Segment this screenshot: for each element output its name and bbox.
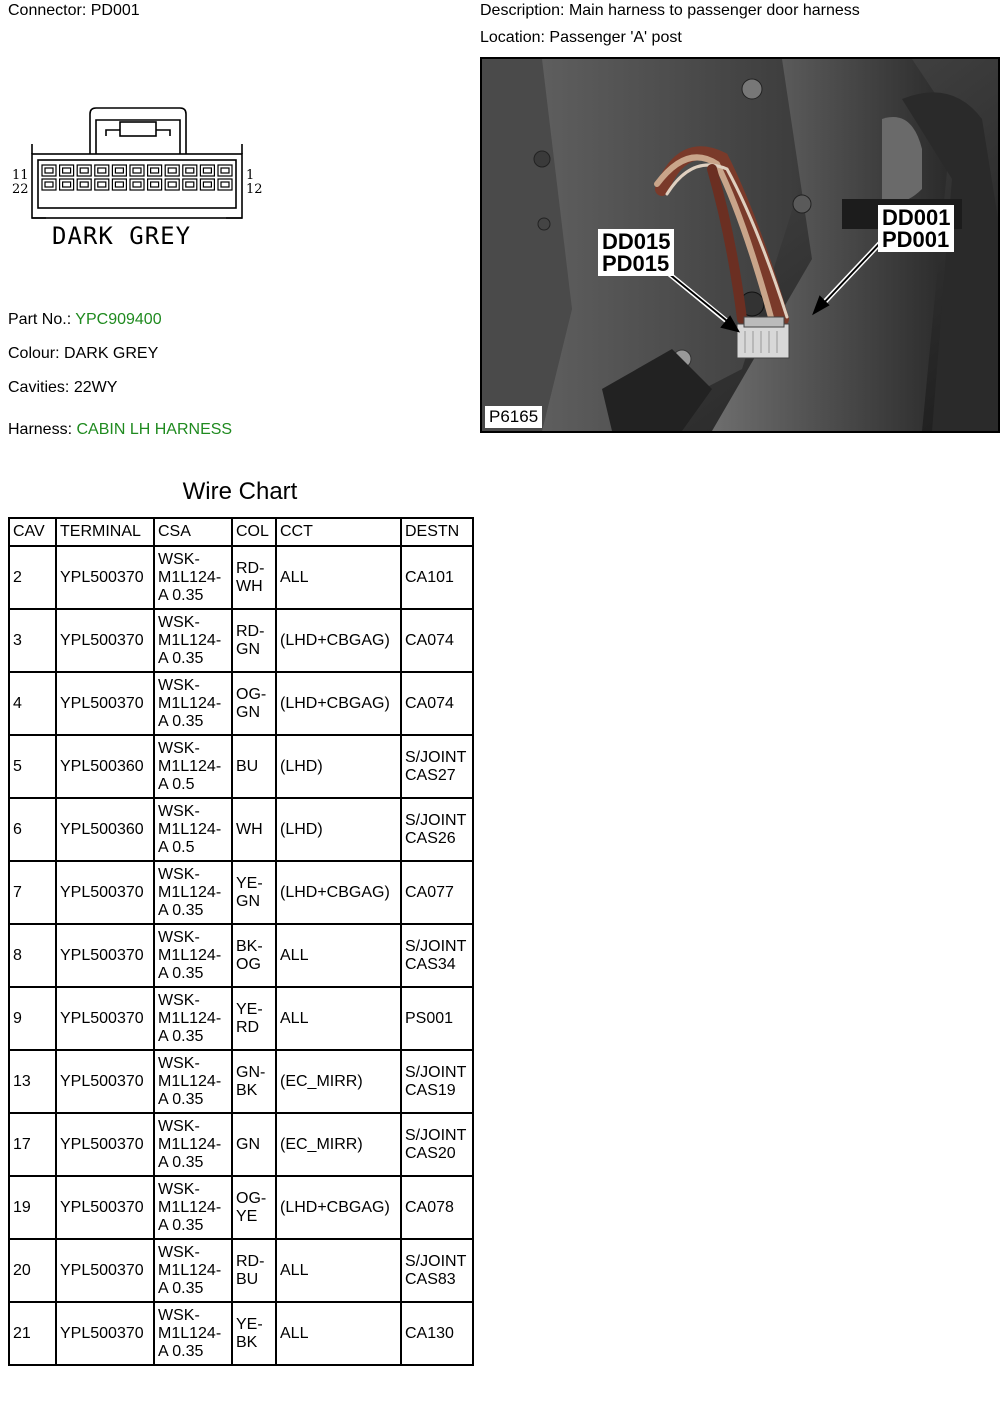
connector-cavity-terminal	[45, 182, 53, 187]
connector-cavity-terminal	[115, 168, 123, 173]
table-row	[9, 987, 473, 1050]
destn-cell-line: S/JOINT	[405, 748, 467, 766]
destn-cell	[401, 1050, 473, 1113]
csa-cell-line: M1L124-	[158, 757, 222, 775]
destn-cell	[401, 861, 473, 924]
description-value: Main harness to passenger door harness	[568, 2, 860, 19]
col-cell-line: BK	[236, 1081, 258, 1099]
cav-cell: 3	[9, 609, 56, 672]
callout-left-line1: DD015	[602, 229, 671, 254]
part-number-key: Part No.:	[8, 311, 72, 328]
connector-cavity	[165, 165, 179, 176]
destn-cell-line: S/JOINT	[405, 1063, 467, 1081]
csa-cell-line: A 0.35	[158, 1027, 204, 1045]
location-photo	[480, 57, 1000, 433]
col-header-cav: CAV	[9, 518, 56, 546]
csa-cell	[154, 924, 232, 987]
callout-right-line1: DD001	[882, 205, 951, 230]
destn-cell-line: CAS26	[405, 829, 456, 847]
col-cell	[232, 987, 276, 1050]
terminal-cell: YPL500370	[56, 1302, 154, 1365]
col-cell-line: WH	[236, 577, 263, 595]
csa-cell-line: WSK-	[158, 550, 200, 568]
harness-line	[8, 421, 232, 439]
csa-cell-line: A 0.35	[158, 649, 204, 667]
cct-cell: (LHD+CBGAG)	[276, 861, 401, 924]
col-cell	[232, 1050, 276, 1113]
connector-cavity-terminal	[151, 182, 159, 187]
connector-cavity	[183, 179, 197, 190]
cct-cell: ALL	[276, 987, 401, 1050]
connector-cavity-terminal	[115, 182, 123, 187]
col-header-destn: DESTN	[401, 518, 473, 546]
cav-cell: 6	[9, 798, 56, 861]
table-row	[9, 1239, 473, 1302]
destn-cell	[401, 546, 473, 609]
connector-cavity-terminal	[186, 182, 194, 187]
csa-cell-line: A 0.5	[158, 775, 195, 793]
csa-cell-line: A 0.35	[158, 964, 204, 982]
cct-cell: (LHD+CBGAG)	[276, 1176, 401, 1239]
col-cell-line: GN	[236, 892, 260, 910]
cct-cell: ALL	[276, 1302, 401, 1365]
pin-label-22: 22	[12, 182, 29, 197]
terminal-cell: YPL500370	[56, 861, 154, 924]
table-row	[9, 1050, 473, 1113]
pin-label-1: 1	[246, 168, 255, 183]
destn-cell	[401, 1239, 473, 1302]
destn-cell-line: CAS83	[405, 1270, 456, 1288]
table-row	[9, 924, 473, 987]
description-key: Description:	[480, 2, 565, 19]
csa-cell	[154, 609, 232, 672]
col-cell-line: GN	[236, 1135, 260, 1153]
col-cell-line: RD-	[236, 622, 265, 640]
connector-cavity	[95, 179, 109, 190]
csa-cell-line: A 0.35	[158, 712, 204, 730]
connector-cavity-terminal	[168, 182, 176, 187]
col-cell	[232, 1302, 276, 1365]
photo-callout-right	[878, 205, 954, 252]
col-cell-line: RD-	[236, 559, 265, 577]
table-row	[9, 861, 473, 924]
col-cell-line: RD-	[236, 1252, 265, 1270]
connector-cavity-terminal	[98, 168, 106, 173]
connector-cavity	[130, 165, 144, 176]
col-cell-line: BK	[236, 1333, 258, 1351]
cct-cell: ALL	[276, 546, 401, 609]
cct-cell: (LHD)	[276, 798, 401, 861]
connector-cavity-terminal	[98, 182, 106, 187]
csa-cell-line: M1L124-	[158, 1198, 222, 1216]
harness-key: Harness:	[8, 421, 73, 438]
connector-cavity-terminal	[63, 168, 71, 173]
destn-cell	[401, 1302, 473, 1365]
wire-chart-title: Wire Chart	[182, 478, 298, 505]
destn-cell-line: S/JOINT	[405, 1252, 467, 1270]
csa-cell	[154, 735, 232, 798]
col-cell-line: BU	[236, 757, 259, 775]
col-cell	[232, 924, 276, 987]
connector-cavity	[95, 165, 109, 176]
destn-cell	[401, 1176, 473, 1239]
col-cell	[232, 609, 276, 672]
col-header-csa: CSA	[154, 518, 232, 546]
cav-cell: 9	[9, 987, 56, 1050]
col-cell-line: YE	[236, 1207, 258, 1225]
terminal-cell: YPL500370	[56, 1050, 154, 1113]
csa-cell-line: M1L124-	[158, 883, 222, 901]
col-cell	[232, 798, 276, 861]
csa-cell-line: M1L124-	[158, 694, 222, 712]
connector-cavity	[60, 179, 74, 190]
csa-cell-line: WSK-	[158, 1180, 200, 1198]
terminal-cell: YPL500370	[56, 672, 154, 735]
csa-cell-line: M1L124-	[158, 1135, 222, 1153]
connector-cavity-terminal	[45, 168, 53, 173]
col-cell-line: GN	[236, 640, 260, 658]
connector-cavity	[42, 179, 56, 190]
cav-cell: 21	[9, 1302, 56, 1365]
wire-chart-body	[9, 546, 473, 1365]
csa-cell-line: WSK-	[158, 1306, 200, 1324]
location-key: Location:	[480, 29, 545, 46]
connector-face-diagram	[8, 100, 268, 260]
terminal-cell: YPL500370	[56, 987, 154, 1050]
col-cell-line: GN	[236, 703, 260, 721]
colour-line	[8, 345, 158, 363]
cav-cell: 19	[9, 1176, 56, 1239]
csa-cell-line: A 0.35	[158, 1279, 204, 1297]
terminal-cell: YPL500370	[56, 924, 154, 987]
cct-cell: (LHD+CBGAG)	[276, 672, 401, 735]
destn-cell-line: CAS19	[405, 1081, 456, 1099]
pin-label-12: 12	[246, 182, 263, 197]
destn-cell-line: CAS27	[405, 766, 456, 784]
csa-cell-line: WSK-	[158, 991, 200, 1009]
col-cell-line: OG-	[236, 685, 267, 703]
csa-cell-line: M1L124-	[158, 820, 222, 838]
connector-cavity	[130, 179, 144, 190]
cavities-value: 22WY	[73, 379, 118, 396]
table-row	[9, 735, 473, 798]
terminal-cell: YPL500370	[56, 609, 154, 672]
destn-cell	[401, 735, 473, 798]
location-value: Passenger 'A' post	[549, 29, 682, 46]
col-header-terminal: TERMINAL	[56, 518, 154, 546]
connector-cavity-terminal	[80, 182, 88, 187]
csa-cell	[154, 1176, 232, 1239]
table-row	[9, 798, 473, 861]
cav-cell: 4	[9, 672, 56, 735]
csa-cell-line: A 0.35	[158, 901, 204, 919]
table-row	[9, 1113, 473, 1176]
csa-cell-line: A 0.35	[158, 1216, 204, 1234]
connector-cavity	[42, 165, 56, 176]
csa-cell	[154, 861, 232, 924]
connector-cavity	[183, 165, 197, 176]
table-row	[9, 1302, 473, 1365]
col-header-cct: CCT	[276, 518, 401, 546]
csa-cell-line: A 0.5	[158, 838, 195, 856]
connector-cavity-terminal	[63, 182, 71, 187]
cct-cell: (LHD)	[276, 735, 401, 798]
csa-cell-line: M1L124-	[158, 1072, 222, 1090]
col-cell	[232, 1113, 276, 1176]
csa-cell-line: WSK-	[158, 613, 200, 631]
cav-cell: 7	[9, 861, 56, 924]
connector-cavity	[148, 179, 162, 190]
destn-cell-line: PS001	[405, 1009, 454, 1027]
connector-cavity	[148, 165, 162, 176]
terminal-cell: YPL500360	[56, 798, 154, 861]
connector-cavity	[218, 179, 232, 190]
col-cell-line: OG	[236, 955, 261, 973]
cav-cell: 17	[9, 1113, 56, 1176]
colour-value: DARK GREY	[64, 345, 159, 362]
cavities-key: Cavities:	[8, 379, 70, 396]
col-cell-line: OG-	[236, 1189, 267, 1207]
connector-cavity	[60, 165, 74, 176]
csa-cell	[154, 1239, 232, 1302]
col-header-col: COL	[232, 518, 276, 546]
csa-cell	[154, 1113, 232, 1176]
cav-cell: 8	[9, 924, 56, 987]
csa-cell-line: M1L124-	[158, 1261, 222, 1279]
connector-cavity-terminal	[133, 168, 141, 173]
terminal-cell: YPL500370	[56, 1176, 154, 1239]
csa-cell-line: WSK-	[158, 865, 200, 883]
connector-cavity	[218, 165, 232, 176]
connector-cavity-terminal	[203, 182, 211, 187]
destn-cell-line: S/JOINT	[405, 1126, 467, 1144]
csa-cell-line: A 0.35	[158, 1153, 204, 1171]
cct-cell: (EC_MIRR)	[276, 1050, 401, 1113]
csa-cell	[154, 1302, 232, 1365]
connector-cavity-terminal	[203, 168, 211, 173]
table-row	[9, 546, 473, 609]
wire-chart-header-row	[9, 518, 473, 546]
csa-cell-line: A 0.35	[158, 1342, 204, 1360]
wire-chart-table	[8, 517, 474, 1366]
connector-cavity	[200, 179, 214, 190]
col-cell	[232, 546, 276, 609]
destn-cell	[401, 1113, 473, 1176]
csa-cell	[154, 1050, 232, 1113]
destn-cell	[401, 924, 473, 987]
connector-colour-caption: DARK GREY	[52, 222, 192, 250]
col-cell-line: YE-	[236, 874, 263, 892]
destn-cell	[401, 609, 473, 672]
col-cell-line: WH	[236, 820, 263, 838]
callout-left-line2: PD015	[602, 251, 670, 276]
csa-cell-line: WSK-	[158, 1054, 200, 1072]
cavities-line	[8, 379, 117, 397]
terminal-cell: YPL500370	[56, 1113, 154, 1176]
connector-cavity-terminal	[221, 182, 229, 187]
destn-cell-line: CA130	[405, 1324, 454, 1342]
connector-cavity-terminal	[168, 168, 176, 173]
destn-cell-line: CA078	[405, 1198, 454, 1216]
col-cell	[232, 1176, 276, 1239]
connector-id: PD001	[90, 2, 140, 19]
csa-cell	[154, 798, 232, 861]
col-cell	[232, 861, 276, 924]
connector-cavity	[77, 165, 91, 176]
csa-cell-line: A 0.35	[158, 586, 204, 604]
photo-reference-id: P6165	[485, 406, 542, 428]
col-cell	[232, 672, 276, 735]
part-number-link[interactable]: YPC909400	[75, 311, 162, 328]
csa-cell-line: WSK-	[158, 1243, 200, 1261]
csa-cell-line: A 0.35	[158, 1090, 204, 1108]
callout-right-line2: PD001	[882, 227, 950, 252]
connector-cavity-terminal	[151, 168, 159, 173]
table-row	[9, 609, 473, 672]
colour-key: Colour:	[8, 345, 60, 362]
connector-cavity-terminal	[80, 168, 88, 173]
destn-cell-line: CA101	[405, 568, 454, 586]
cct-cell: ALL	[276, 1239, 401, 1302]
connector-cavity	[112, 165, 126, 176]
connector-label-key: Connector:	[8, 2, 87, 19]
csa-cell-line: M1L124-	[158, 1009, 222, 1027]
col-cell	[232, 735, 276, 798]
connector-label	[8, 2, 140, 20]
description-label	[480, 2, 860, 20]
csa-cell-line: M1L124-	[158, 1324, 222, 1342]
destn-cell-line: S/JOINT	[405, 937, 467, 955]
connector-cavity	[165, 179, 179, 190]
connector-cavity-terminal	[133, 182, 141, 187]
csa-cell	[154, 672, 232, 735]
csa-cell	[154, 987, 232, 1050]
harness-link[interactable]: CABIN LH HARNESS	[76, 421, 233, 438]
pin-label-11: 11	[12, 168, 29, 183]
cct-cell: ALL	[276, 924, 401, 987]
csa-cell-line: WSK-	[158, 676, 200, 694]
cav-cell: 13	[9, 1050, 56, 1113]
table-row	[9, 1176, 473, 1239]
connector-pin-grid	[42, 165, 232, 190]
col-cell-line: BK-	[236, 937, 263, 955]
location-label	[480, 29, 682, 47]
csa-cell-line: WSK-	[158, 928, 200, 946]
col-cell-line: YE-	[236, 1315, 263, 1333]
csa-cell-line: M1L124-	[158, 631, 222, 649]
connector-cavity	[200, 165, 214, 176]
cav-cell: 5	[9, 735, 56, 798]
col-cell	[232, 1239, 276, 1302]
cct-cell: (LHD+CBGAG)	[276, 609, 401, 672]
terminal-cell: YPL500360	[56, 735, 154, 798]
col-cell-line: BU	[236, 1270, 259, 1288]
csa-cell-line: M1L124-	[158, 568, 222, 586]
destn-cell	[401, 987, 473, 1050]
cav-cell: 2	[9, 546, 56, 609]
csa-cell	[154, 546, 232, 609]
connector-cavity	[112, 179, 126, 190]
connector-cavity-terminal	[221, 168, 229, 173]
cct-cell: (EC_MIRR)	[276, 1113, 401, 1176]
destn-cell-line: CA074	[405, 631, 454, 649]
destn-cell-line: CA074	[405, 694, 454, 712]
destn-cell-line: CAS20	[405, 1144, 456, 1162]
terminal-cell: YPL500370	[56, 1239, 154, 1302]
destn-cell-line: S/JOINT	[405, 811, 467, 829]
photo-callout-left	[598, 229, 674, 276]
connector-cavity	[77, 179, 91, 190]
connector-cavity-terminal	[186, 168, 194, 173]
csa-cell-line: WSK-	[158, 739, 200, 757]
col-cell-line: RD	[236, 1018, 260, 1036]
col-cell-line: GN-	[236, 1063, 266, 1081]
destn-cell-line: CA077	[405, 883, 454, 901]
csa-cell-line: M1L124-	[158, 946, 222, 964]
csa-cell-line: WSK-	[158, 802, 200, 820]
destn-cell	[401, 672, 473, 735]
csa-cell-line: WSK-	[158, 1117, 200, 1135]
col-cell-line: YE-	[236, 1000, 263, 1018]
destn-cell	[401, 798, 473, 861]
terminal-cell: YPL500370	[56, 546, 154, 609]
part-number-line	[8, 311, 162, 329]
cav-cell: 20	[9, 1239, 56, 1302]
destn-cell-line: CAS34	[405, 955, 456, 973]
table-row	[9, 672, 473, 735]
